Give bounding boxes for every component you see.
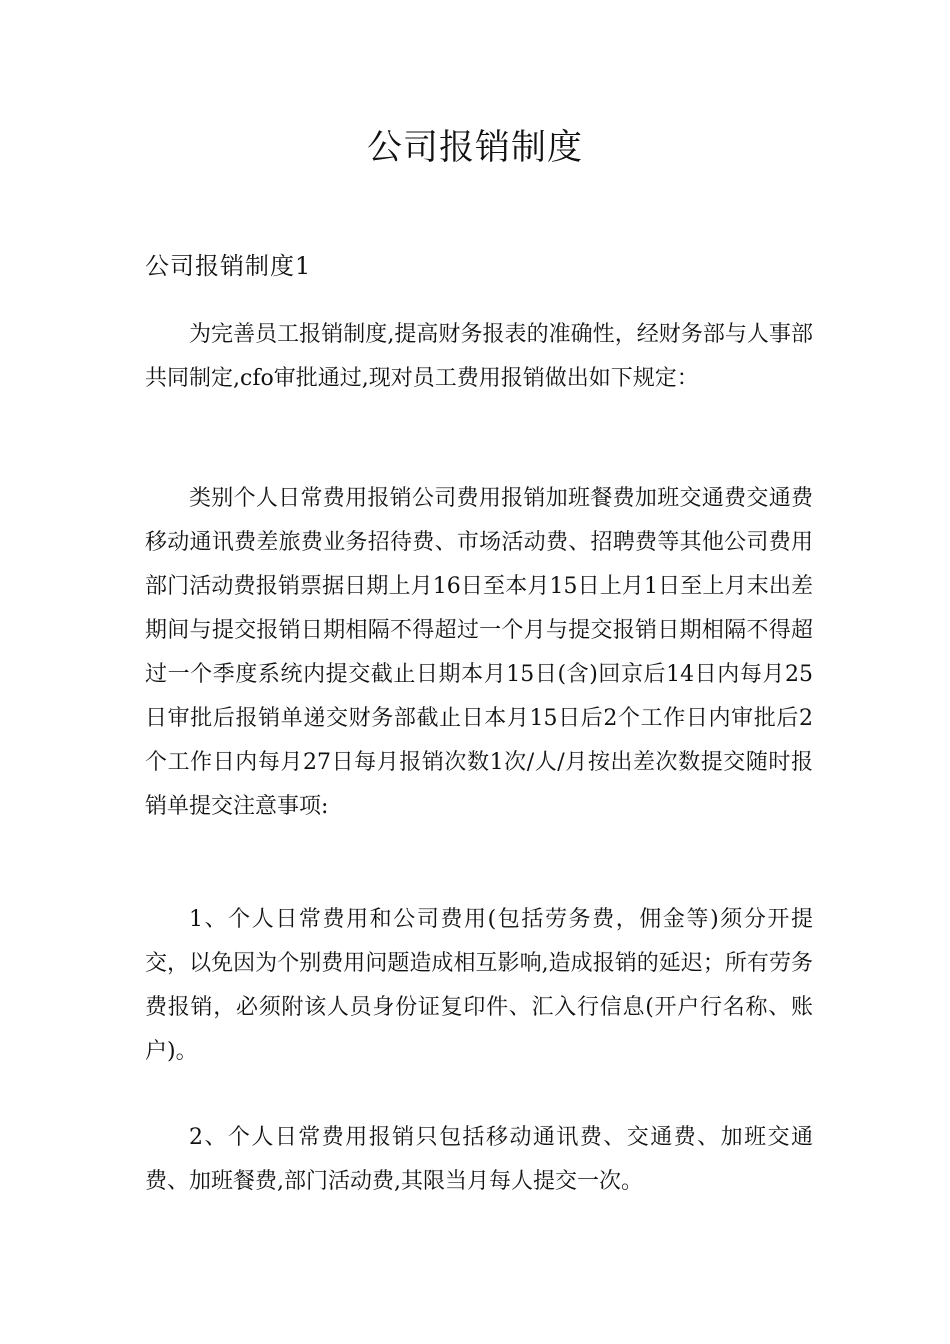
paragraph-intro: 为完善员工报销制度,提高财务报表的准确性，经财务部与人事部共同制定,cfo审批通过,现对员工费用报销做出如下规定： [145,322,813,391]
document-title: 公司报销制度 [366,128,583,168]
paragraph-note-2: 2、个人日常费用报销只包括移动通讯费、交通费、加班交通费、加班餐费,部门活动费,其限当月每人提交一次。 [145,1125,813,1194]
paragraph-note-1: 1、个人日常费用和公司费用(包括劳务费，佣金等)须分开提交，以免因为个别费用问题造成相互影响,造成报销的延迟；所有劳务费报销，必须附该人员身份证复印件、汇入行信息(开户行名称、账户)。 [145,907,813,1064]
paragraph-categories: 类别个人日常费用报销公司费用报销加班餐费加班交通费交通费移动通讯费差旅费业务招待费、市场活动费、招聘费等其他公司费用部门活动费报销票据日期上月16日至本月15日上月1日至上月末出差期间与提交报销日期相隔不得超过一个月与提交报销日期相隔不得超过一个季度系统内提交截止日期本月15日(含)回京后14日内每月25日审批后报销单递交财务部截止日本月15日后2个工作日内审批后2个工作日内每月27日每月报销次数1次/人/月按出差次数提交随时报销单提交注意事项: [145,486,813,819]
section-heading: 公司报销制度1 [145,252,312,280]
